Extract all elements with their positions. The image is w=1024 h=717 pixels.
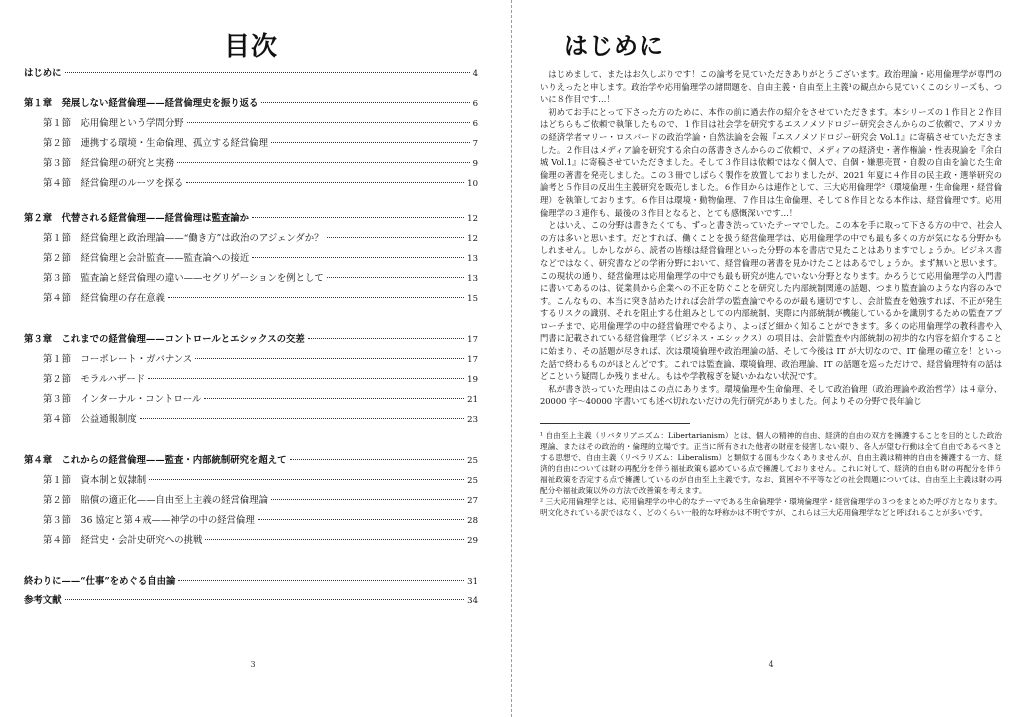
- toc-entry-label: 第３章 これまでの経営倫理——コントロールとエシックスの交差: [24, 334, 305, 345]
- toc-entry[interactable]: [24, 334, 478, 346]
- toc-entry[interactable]: [24, 213, 478, 225]
- toc-leader-dots: [204, 398, 464, 399]
- intro-title: はじめに: [564, 31, 664, 60]
- toc-entry-page: 17: [467, 335, 478, 345]
- toc-leader-dots: [205, 539, 464, 540]
- toc-entry[interactable]: [24, 576, 478, 588]
- toc-entry-page: 4: [472, 69, 478, 79]
- toc-leader-dots: [178, 580, 464, 581]
- toc-entry-page: 21: [467, 395, 478, 405]
- toc-entry-page: 34: [467, 596, 478, 606]
- toc-entry[interactable]: [24, 475, 478, 487]
- toc-leader-dots: [195, 358, 464, 359]
- intro-paragraph-4: 私が書き渋っていた理由はこの点にあります。環境倫理や生命倫理、そして政治倫理（政治理論や政治哲学）は４章分、20000 字〜40000 字書いても述べ切れないだけの先行研究がありました。何よりその分野で長年論じ: [540, 383, 1002, 407]
- toc-entry-page: 6: [472, 119, 478, 129]
- toc-entry-label: 終わりに——“仕事”をめぐる自由論: [24, 576, 176, 587]
- toc-entry[interactable]: [24, 253, 478, 265]
- toc-entry-label: 第１章 発展しない経営倫理——経営倫理史を振り返る: [24, 98, 259, 109]
- toc-entry-label: 第４節 公益通報制度: [43, 414, 137, 425]
- toc-entry[interactable]: [24, 455, 478, 467]
- toc-entry-label: 第４節 経営史・会計史研究への挑戦: [43, 535, 203, 546]
- toc-entry-page: 6: [472, 99, 478, 109]
- toc-entry[interactable]: [24, 68, 478, 80]
- toc-entry[interactable]: [24, 414, 478, 426]
- toc-entry-label: 第２節 賠償の適正化——自由至上主義の経営倫理論: [43, 495, 269, 506]
- page-divider: [511, 0, 512, 717]
- toc-entry-label: 第１節 資本制と奴隷制: [43, 475, 147, 486]
- toc-entry-page: 10: [467, 179, 478, 189]
- footnote-1: ¹ 自由至上主義（リバタリアニズム：Libertarianism）とは、個人の精神的自由、経済的自由の双方を擁護することを目的とした政治理論、またはその政治的・倫理的立場です。正当に所有された他者の財産を侵害しない限り、各人が望む行動は全て自由であるべきとする思想で、自由主義（リベラリズム：Liberalism）と類似する面も少なくありませんが、自由主義は精神的自由を擁護する一方、経済的自由については財の再配分を伴う福祉政策も認めている点で擁護しておりません。これに対して、経済的自由も財の再配分を伴う福祉政策を否定する点で擁護しているのが自由至上主義です。なお、貧困や不平等などの社会問題については、自由至上主義は財の再配分や福祉政策以外の方法で改善策を考えます。: [540, 431, 1002, 496]
- toc-entry-label: 第２章 代替される経営倫理——経営倫理は監査論か: [24, 213, 250, 224]
- toc-entry[interactable]: [24, 118, 478, 130]
- toc-entry-page: 7: [472, 139, 478, 149]
- toc-entry[interactable]: [24, 495, 478, 507]
- toc-entry[interactable]: [24, 293, 478, 305]
- toc-leader-dots: [140, 418, 464, 419]
- toc-entry-page: 13: [467, 254, 478, 264]
- toc-leader-dots: [308, 338, 464, 339]
- toc-entry-label: 第３節 インターナル・コントロール: [43, 394, 202, 405]
- toc-entry-page: 19: [467, 375, 478, 385]
- toc-entry[interactable]: [24, 273, 478, 285]
- toc-entry-label: 第１節 コーポレート・ガバナンス: [43, 354, 193, 365]
- toc-leader-dots: [252, 257, 464, 258]
- toc-entry[interactable]: [24, 138, 478, 150]
- toc-leader-dots: [186, 182, 464, 183]
- introduction-page: [518, 0, 1024, 717]
- toc-leader-dots: [187, 122, 470, 123]
- toc-entry-label: 参考文献: [24, 595, 62, 606]
- toc-leader-dots: [148, 378, 464, 379]
- intro-body: [540, 68, 1002, 408]
- toc-entry-page: 25: [467, 476, 478, 486]
- toc-entry-label: 第２節 経営倫理と会計監査——監査論への接近: [43, 253, 250, 264]
- toc-entry[interactable]: [24, 178, 478, 190]
- toc-entry-page: 12: [467, 214, 478, 224]
- toc-entry-label: 第３節 監査論と経営倫理の違い——セグリゲーションを例として: [43, 273, 324, 284]
- toc-entry-page: 17: [467, 355, 478, 365]
- table-of-contents: [24, 68, 478, 607]
- toc-leader-dots: [177, 162, 469, 163]
- toc-entry-page: 23: [467, 415, 478, 425]
- toc-title: 目次: [223, 32, 278, 62]
- toc-entry[interactable]: [24, 535, 478, 547]
- toc-entry[interactable]: [24, 98, 478, 110]
- intro-paragraph-1: はじめまして、またはお久しぶりです！この論考を見ていただきありがとうございます。政治理論・応用倫理学が専門のいりえったと申します。政治学や応用倫理学の諸問題を、自由主義・自由至上主義¹の観点から見ていくこのシリーズも、ついに８作目です…！: [540, 69, 1002, 105]
- left-page-number: 3: [250, 660, 256, 669]
- intro-paragraph-2: 初めてお手にとって下さった方のために、本作の前に過去作の紹介をさせていただきます。本シリーズの１作目と２作目はどちらもご依頼で執筆したもので、１作目は社会学を研究するエスノメソドロジー研究会さんからのご依頼で、アメリカの経済学者マリー・ロスバードの政治学論・自然法論を会報『エスノメソドロジー研究会 Vol.1』に寄稿させていただきました。２作目はメディア論を研究する余白の落書きさんからのご依頼で、メディアの経済史・著作権論・性表現論を『余白城 Vol.1』に寄稿させていただきました。そして３作目は依頼ではなく個人で、自個・嫌悪売買・自殺の自由を論じた生命倫理の著書を発売しました。この３冊でしばらく製作を放置しておりましたが、2021 年夏に４作目の民主政・選挙研究の論考と５作目の反出生主義研究を販売しました。６作目からは連作として、三大応用倫理学²（環境倫理・生命倫理・経営倫理）を執筆しております。６作目は環境・動物倫理、７作目は生命倫理、そして８作目となる本作は、経営倫理です。応用倫理学の３連作も、最後の３作目となると、とても感慨深いです…！: [540, 106, 1002, 218]
- toc-entry[interactable]: [24, 374, 478, 386]
- toc-leader-dots: [261, 102, 469, 103]
- toc-leader-dots: [271, 142, 470, 143]
- toc-entry-page: 15: [467, 294, 478, 304]
- footnote-rule: [540, 423, 690, 424]
- toc-page: [0, 0, 506, 717]
- toc-leader-dots: [271, 499, 464, 500]
- toc-leader-dots: [290, 459, 465, 460]
- toc-entry-label: 第３節 36 協定と第４戒——神学の中の経営倫理: [43, 515, 255, 526]
- toc-entry-page: 27: [467, 496, 478, 506]
- footnote-2: ² 三大応用倫理学とは、応用倫理学の中心的なテーマである生命倫理学・環境倫理学・経営倫理学の３つをまとめた呼び方となります。明文化されている訳ではなく、どのくらい一般的な呼称かは不明ですが、これらは三大応用倫理学などと呼ばれることが多いです。: [540, 497, 1002, 518]
- toc-entry-page: 28: [467, 516, 478, 526]
- toc-leader-dots: [65, 599, 465, 600]
- toc-entry-page: 25: [467, 456, 478, 466]
- toc-entry-label: 第１節 経営倫理と政治理論——“働き方”は政治のアジェンダか？: [43, 233, 324, 244]
- toc-entry-label: 第４節 経営倫理の存在意義: [43, 293, 165, 304]
- toc-leader-dots: [149, 479, 464, 480]
- toc-entry[interactable]: [24, 515, 478, 527]
- toc-entry-label: 第４節 経営倫理のルーツを探る: [43, 178, 184, 189]
- toc-entry-page: 9: [472, 159, 478, 169]
- toc-leader-dots: [258, 519, 464, 520]
- toc-entry-page: 13: [467, 274, 478, 284]
- toc-entry-page: 31: [467, 577, 478, 587]
- right-page-number: 4: [768, 660, 774, 669]
- intro-paragraph-3: とはいえ、この分野は書きたくても、ずっと書き渋っていたテーマでした。この本を手に取って下さる方の中で、社会人の方は多いと思います。だとすれば、働くことを扱う経営倫理学は、応用倫理学の中でも最も多くの方が気になる分野かもしれません。しかしながら、読者の皆様は経営倫理といった分野の本を書店で見たことはありますでしょうか。ビジネス書などではなく、研究書などの学術分野において、経営倫理の著書を見かけたことはあるでしょうか。まず無いと思います。この現状の通り、経営倫理は応用倫理学の中でも最も研究が進んでいない分野となります。かろうじて応用倫理学の入門書に書いてあるのは、従業員から企業への不正を防ぐことを研究した内部統制関連の話題、つまり監査論のような内容のみです。こんなもの、本当に突き詰めたければ会計学の監査論でやるのが最も適切ですし、会計監査を勉強すれば、不正が発生するリスクの識別、それを阻止する仕組みとしての内部統制、実際に内部統制が機能しているかを識別するための監査アプローチまで、応用倫理学の中の経営倫理でやるより、よっぽど細かく知ることができます。多くの応用倫理学の教科書や入門書に記載されている経営倫理学（ビジネス・エシックス）の項目は、会計監査や内部統制の初歩的な内容を紹介することに始まり、その話題が尽きれば、次は環境倫理や政治理論の話、そして今後は IT が大切なので、IT 倫理の確立を！といった話で終わるものがほとんどです。これでは監査論、環境倫理、政治理論、IT の話題を巡っただけで、経営倫理特有の話はどこという疑問しか残りません。もはや学教稼ぎを疑いかねない状況です。: [540, 220, 1002, 382]
- toc-entry[interactable]: [24, 158, 478, 170]
- toc-entry[interactable]: [24, 595, 478, 607]
- toc-entry-label: 第４章 これからの経営倫理——監査・内部統制研究を超えて: [24, 455, 287, 466]
- toc-entry-label: はじめに: [24, 68, 62, 79]
- toc-leader-dots: [252, 217, 464, 218]
- toc-entry-label: 第１節 応用倫理という学問分野: [43, 118, 184, 129]
- toc-entry-page: 12: [467, 234, 478, 244]
- toc-leader-dots: [327, 237, 465, 238]
- toc-entry-page: 29: [467, 536, 478, 546]
- toc-entry-label: 第２節 連携する環境・生命倫理、孤立する経営倫理: [43, 138, 269, 149]
- toc-leader-dots: [327, 277, 464, 278]
- toc-leader-dots: [168, 297, 464, 298]
- toc-leader-dots: [65, 72, 470, 73]
- toc-entry[interactable]: [24, 233, 478, 245]
- toc-entry[interactable]: [24, 394, 478, 406]
- toc-entry-label: 第３節 経営倫理の研究と実務: [43, 158, 175, 169]
- toc-entry-label: 第２節 モラルハザード: [43, 374, 146, 385]
- toc-entry[interactable]: [24, 354, 478, 366]
